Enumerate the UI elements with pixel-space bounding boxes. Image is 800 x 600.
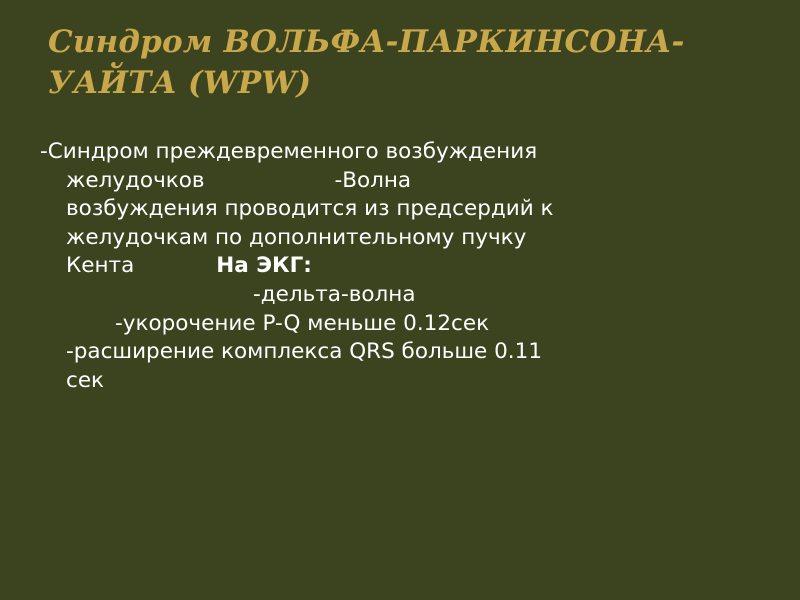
body-line-7: -укорочение P-Q меньше 0.12сек xyxy=(115,310,490,336)
body-line-3: возбуждения проводится из предсердий к xyxy=(66,196,554,222)
body-line-5 xyxy=(40,252,768,281)
body-line-9: сек xyxy=(66,367,105,393)
slide-body xyxy=(40,138,768,395)
body-line-2: желудочков -Волна xyxy=(66,167,412,193)
body-line-4: желудочкам по дополнительному пучку xyxy=(66,224,527,250)
body-line-8: -расширение комплекса QRS больше 0.11 xyxy=(66,339,542,365)
body-line-1: -Синдром преждевременного возбуждения xyxy=(40,139,538,164)
body-line-5-prefix: Кента xyxy=(66,253,217,279)
slide-title: Синдром ВОЛЬФА-ПАРКИНСОНА-УАЙТА (WPW) xyxy=(48,24,685,101)
body-line-5-emphasis: На ЭКГ: xyxy=(216,253,312,279)
body-line-6: -дельта-волна xyxy=(253,281,416,307)
